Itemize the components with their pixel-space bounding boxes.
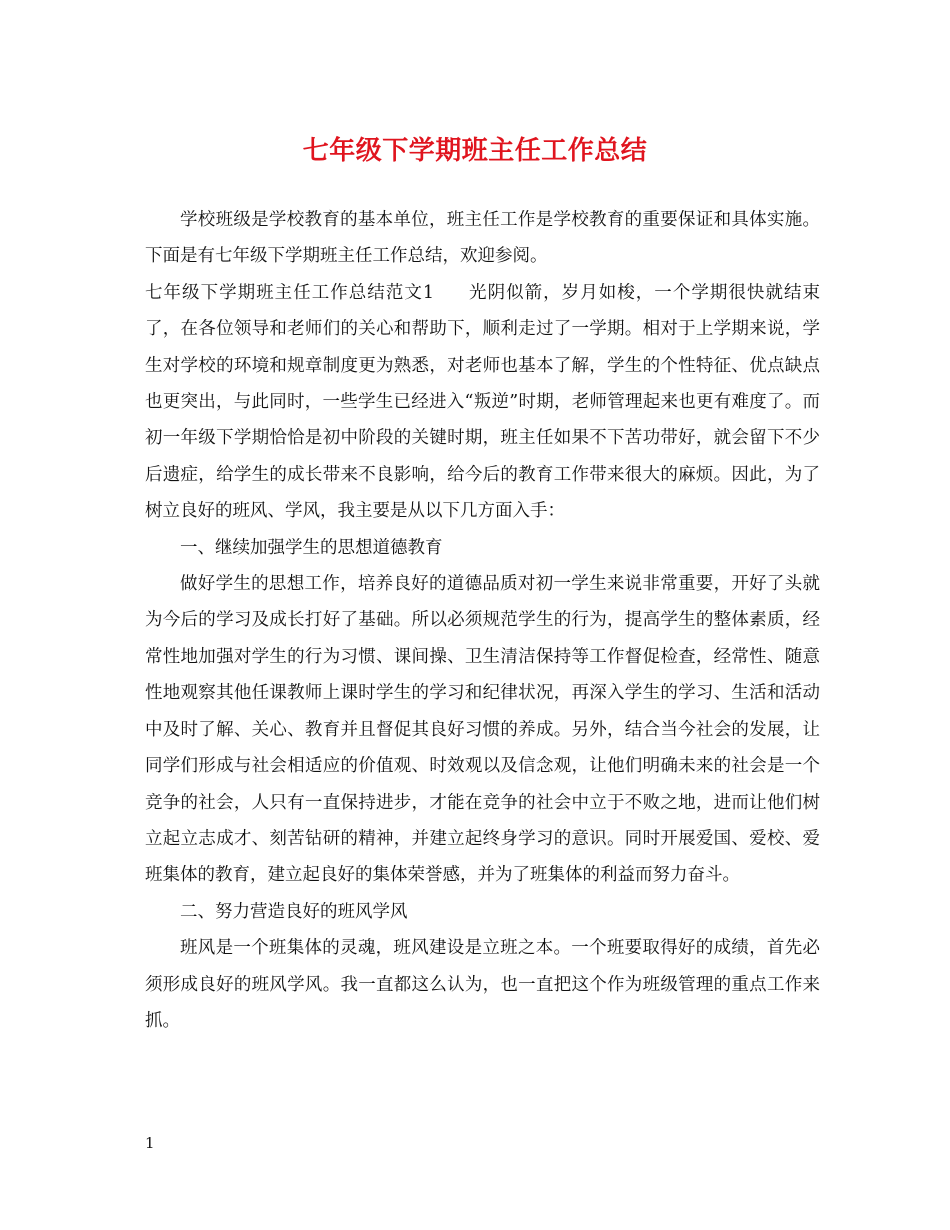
intro-paragraph: 学校班级是学校教育的基本单位，班主任工作是学校教育的重要保证和具体实施。下面是有七年级下学期班主任工作总结，欢迎参阅。 [145,210,820,267]
paragraph-3: 班风是一个班集体的灵魂，班风建设是立班之本。一个班要取得好的成绩，首先必须形成良好的班风学风。我一直都这么认为，也一直把这个作为班级管理的重点工作来抓。 [145,938,820,1031]
section-heading-1: 一、继续加强学生的思想道德教育 [180,537,443,558]
document-title: 七年级下学期班主任工作总结 [302,136,648,166]
paragraph-1-text: 光阴似箭，岁月如梭，一个学期很快就结束了，在各位领导和老师们的关心和帮助下，顺利走过了一学期。相对于上学期来说，学生对学校的环境和规章制度更为熟悉，对老师也基本了解，学生的个性特征、优点缺点也更突出，与此同时，一些学生已经进入“叛逆”时期，老师管理起来也更有难度了。而初一年级下学期恰恰是初中阶段的关键时期，班主任如果不下苦功带好，就会留下不少后遗症，给学生的成长带来不良影响，给今后的教育工作带来很大的麻烦。因此，为了树立良好的班风、学风，我主要是从以下几方面入手： [145,282,820,522]
page-number: 1 [145,1134,155,1152]
sample-paragraph [145,275,820,530]
sample-label: 七年级下学期班主任工作总结范文1 [145,282,435,303]
paragraph-2: 做好学生的思想工作，培养良好的道德品质对初一学生来说非常重要，开好了头就为今后的学习及成长打好了基础。所以必须规范学生的行为，提高学生的整体素质，经常性地加强对学生的行为习惯、课间操、卫生清洁保持等工作督促检查，经常性、随意性地观察其他任课教师上课时学生的学习和纪律状况，再深入学生的学习、生活和活动中及时了解、关心、教育并且督促其良好习惯的养成。另外，结合当今社会的发展，让同学们形成与社会相适应的价值观、时效观以及信念观，让他们明确未来的社会是一个竞争的社会，人只有一直保持进步，才能在竞争的社会中立于不败之地，进而让他们树立起立志成才、刻苦钻研的精神，并建立起终身学习的意识。同时开展爱国、爱校、爱班集体的教育，建立起良好的集体荣誉感，并为了班集体的利益而努力奋斗。 [145,574,820,886]
document-body [145,202,820,1039]
section-heading-2: 二、努力营造良好的班风学风 [180,901,408,922]
